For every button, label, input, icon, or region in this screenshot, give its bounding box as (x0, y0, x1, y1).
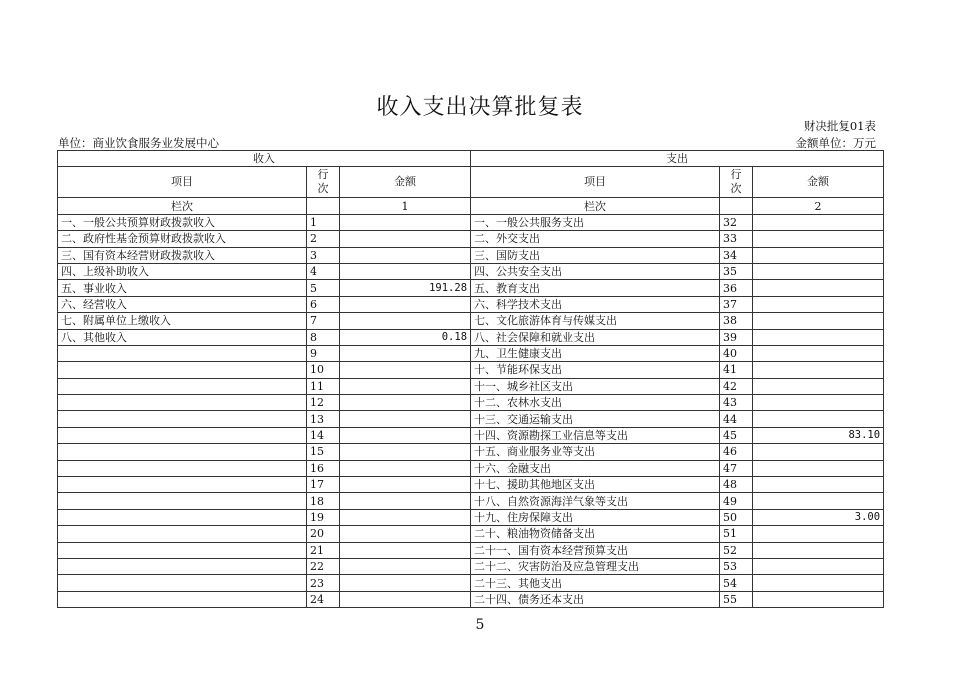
expense-amount-cell (753, 378, 884, 394)
expense-line-cell: 41 (720, 362, 753, 378)
income-item-cell (58, 378, 307, 394)
income-amount-cell (340, 296, 471, 312)
expense-item-cell: 十四、资源勘探工业信息等支出 (471, 427, 720, 443)
expense-item-cell: 八、社会保障和就业支出 (471, 329, 720, 345)
income-item-cell: 二、政府性基金预算财政拨款收入 (58, 231, 307, 247)
expense-line-cell: 43 (720, 395, 753, 411)
income-amount-cell (340, 477, 471, 493)
income-line-cell: 19 (307, 509, 340, 525)
income-section-header: 收入 (58, 151, 471, 167)
income-line-cell: 12 (307, 395, 340, 411)
unit-name: 单位：商业饮食服务业发展中心 (58, 136, 219, 150)
income-amount-cell: 0.18 (340, 329, 471, 345)
expense-amount-cell (753, 411, 884, 427)
income-amount-cell (340, 427, 471, 443)
table-row (58, 427, 884, 443)
expense-amount-cell (753, 345, 884, 361)
table-row (58, 263, 884, 279)
expense-line-cell: 55 (720, 591, 753, 607)
expense-amount-cell (753, 558, 884, 574)
income-col-line-blank (307, 198, 340, 214)
income-amount-cell (340, 509, 471, 525)
table-row (58, 280, 884, 296)
expense-line-cell: 47 (720, 460, 753, 476)
income-line-cell: 13 (307, 411, 340, 427)
income-item-cell (58, 395, 307, 411)
income-item-cell (58, 493, 307, 509)
expense-amount-cell: 3.00 (753, 509, 884, 525)
income-amount-cell (340, 395, 471, 411)
income-line-cell: 8 (307, 329, 340, 345)
expense-amount-cell (753, 362, 884, 378)
income-item-cell: 一、一般公共预算财政拨款收入 (58, 214, 307, 230)
table-row (58, 411, 884, 427)
income-item-cell: 八、其他收入 (58, 329, 307, 345)
table-row (58, 477, 884, 493)
expense-col-label: 栏次 (471, 198, 720, 214)
income-amount-cell (340, 558, 471, 574)
table-row (58, 526, 884, 542)
income-line-header: 行 次 (307, 167, 340, 198)
income-amount-cell (340, 214, 471, 230)
expense-item-cell: 十二、农林水支出 (471, 395, 720, 411)
table-row (58, 378, 884, 394)
expense-line-cell: 38 (720, 313, 753, 329)
expense-line-cell: 37 (720, 296, 753, 312)
expense-line-cell: 53 (720, 558, 753, 574)
expense-line-cell: 36 (720, 280, 753, 296)
expense-line-cell: 45 (720, 427, 753, 443)
expense-line-cell: 42 (720, 378, 753, 394)
income-line-cell: 11 (307, 378, 340, 394)
expense-line-cell: 39 (720, 329, 753, 345)
income-amount-cell (340, 362, 471, 378)
income-line-cell: 21 (307, 542, 340, 558)
income-amount-cell (340, 575, 471, 591)
table-row (58, 558, 884, 574)
table-row (58, 247, 884, 263)
income-item-cell: 七、附属单位上缴收入 (58, 313, 307, 329)
expense-item-cell: 六、科学技术支出 (471, 296, 720, 312)
income-item-cell (58, 460, 307, 476)
expense-item-cell: 四、公共安全支出 (471, 263, 720, 279)
table-row (58, 395, 884, 411)
expense-amount-cell (753, 542, 884, 558)
income-item-cell (58, 477, 307, 493)
income-amount-cell (340, 378, 471, 394)
table-row (58, 542, 884, 558)
income-line-cell: 14 (307, 427, 340, 443)
expense-item-header: 项目 (471, 167, 720, 198)
expense-amount-cell (753, 214, 884, 230)
income-amount-cell (340, 460, 471, 476)
income-amount-cell (340, 493, 471, 509)
table-row (58, 509, 884, 525)
table-row (58, 214, 884, 230)
expense-line-cell: 52 (720, 542, 753, 558)
income-amount-cell: 191.28 (340, 280, 471, 296)
income-item-cell (58, 427, 307, 443)
income-item-cell (58, 575, 307, 591)
income-amount-cell (340, 526, 471, 542)
expense-line-cell: 48 (720, 477, 753, 493)
expense-item-cell: 五、教育支出 (471, 280, 720, 296)
expense-line-cell: 51 (720, 526, 753, 542)
income-item-cell (58, 542, 307, 558)
income-amount-cell (340, 263, 471, 279)
income-amount-header: 金额 (340, 167, 471, 198)
income-amount-cell (340, 444, 471, 460)
table-row (58, 460, 884, 476)
income-col-label: 栏次 (58, 198, 307, 214)
income-amount-cell (340, 542, 471, 558)
table-row (58, 362, 884, 378)
expense-item-cell: 七、文化旅游体育与传媒支出 (471, 313, 720, 329)
expense-amount-cell: 83.10 (753, 427, 884, 443)
income-item-cell (58, 509, 307, 525)
expense-item-cell: 一、一般公共服务支出 (471, 214, 720, 230)
expense-amount-cell (753, 296, 884, 312)
expense-amount-cell (753, 329, 884, 345)
expense-item-cell: 十一、城乡社区支出 (471, 378, 720, 394)
expense-item-cell: 十七、援助其他地区支出 (471, 477, 720, 493)
expense-line-cell: 40 (720, 345, 753, 361)
income-line-cell: 16 (307, 460, 340, 476)
expense-line-cell: 32 (720, 214, 753, 230)
expense-item-cell: 九、卫生健康支出 (471, 345, 720, 361)
income-item-cell (58, 411, 307, 427)
table-row (58, 231, 884, 247)
income-line-cell: 17 (307, 477, 340, 493)
expense-amount-cell (753, 460, 884, 476)
expense-amount-cell (753, 263, 884, 279)
expense-line-cell: 54 (720, 575, 753, 591)
income-item-cell (58, 444, 307, 460)
expense-section-header: 支出 (471, 151, 884, 167)
income-line-cell: 10 (307, 362, 340, 378)
expense-line-cell: 35 (720, 263, 753, 279)
expense-line-cell: 49 (720, 493, 753, 509)
income-col-number: 1 (340, 198, 471, 214)
income-item-cell (58, 362, 307, 378)
income-line-cell: 3 (307, 247, 340, 263)
income-amount-cell (340, 247, 471, 263)
expense-col-line-blank (720, 198, 753, 214)
page-title: 收入支出决算批复表 (376, 95, 584, 120)
money-unit: 金额单位：万元 (795, 136, 876, 150)
income-line-cell: 9 (307, 345, 340, 361)
income-item-header: 项目 (58, 167, 307, 198)
expense-item-cell: 三、国防支出 (471, 247, 720, 263)
income-item-cell: 六、经营收入 (58, 296, 307, 312)
income-amount-cell (340, 231, 471, 247)
income-line-cell: 6 (307, 296, 340, 312)
income-line-cell: 7 (307, 313, 340, 329)
expense-item-cell: 十九、住房保障支出 (471, 509, 720, 525)
table-row (58, 296, 884, 312)
income-line-cell: 23 (307, 575, 340, 591)
page-number: 5 (475, 617, 485, 633)
income-expense-table (57, 150, 884, 608)
expense-amount-cell (753, 444, 884, 460)
expense-amount-cell (753, 493, 884, 509)
income-amount-cell (340, 313, 471, 329)
income-item-cell: 五、事业收入 (58, 280, 307, 296)
income-line-cell: 18 (307, 493, 340, 509)
expense-item-cell: 二十二、灾害防治及应急管理支出 (471, 558, 720, 574)
expense-item-cell: 十五、商业服务业等支出 (471, 444, 720, 460)
expense-item-cell: 十三、交通运输支出 (471, 411, 720, 427)
expense-item-cell: 十八、自然资源海洋气象等支出 (471, 493, 720, 509)
expense-amount-cell (753, 395, 884, 411)
expense-item-cell: 二十四、债务还本支出 (471, 591, 720, 607)
income-line-cell: 1 (307, 214, 340, 230)
income-amount-cell (340, 345, 471, 361)
expense-amount-cell (753, 575, 884, 591)
income-item-cell: 三、国有资本经营财政拨款收入 (58, 247, 307, 263)
expense-amount-cell (753, 280, 884, 296)
expense-amount-cell (753, 477, 884, 493)
table-row (58, 444, 884, 460)
expense-line-cell: 46 (720, 444, 753, 460)
income-line-cell: 22 (307, 558, 340, 574)
expense-amount-cell (753, 247, 884, 263)
income-item-cell (58, 591, 307, 607)
table-row (58, 591, 884, 607)
income-item-cell: 四、上级补助收入 (58, 263, 307, 279)
expense-item-cell: 十、节能环保支出 (471, 362, 720, 378)
table-row (58, 493, 884, 509)
expense-line-cell: 34 (720, 247, 753, 263)
expense-amount-cell (753, 526, 884, 542)
table-row (58, 329, 884, 345)
income-item-cell (58, 558, 307, 574)
income-line-cell: 4 (307, 263, 340, 279)
income-amount-cell (340, 591, 471, 607)
expense-line-cell: 44 (720, 411, 753, 427)
income-line-cell: 2 (307, 231, 340, 247)
income-amount-cell (340, 411, 471, 427)
table-row (58, 575, 884, 591)
expense-item-cell: 二、外交支出 (471, 231, 720, 247)
expense-item-cell: 二十一、国有资本经营预算支出 (471, 542, 720, 558)
income-line-cell: 24 (307, 591, 340, 607)
form-number: 财决批复01表 (803, 119, 876, 133)
expense-line-cell: 50 (720, 509, 753, 525)
expense-item-cell: 二十三、其他支出 (471, 575, 720, 591)
table-row (58, 345, 884, 361)
expense-line-header: 行 次 (720, 167, 753, 198)
expense-item-cell: 十六、金融支出 (471, 460, 720, 476)
income-item-cell (58, 526, 307, 542)
expense-amount-cell (753, 591, 884, 607)
expense-col-number: 2 (753, 198, 884, 214)
income-item-cell (58, 345, 307, 361)
income-line-cell: 20 (307, 526, 340, 542)
expense-line-cell: 33 (720, 231, 753, 247)
table-row (58, 313, 884, 329)
expense-amount-header: 金额 (753, 167, 884, 198)
expense-amount-cell (753, 313, 884, 329)
expense-amount-cell (753, 231, 884, 247)
income-line-cell: 15 (307, 444, 340, 460)
expense-item-cell: 二十、粮油物资储备支出 (471, 526, 720, 542)
income-line-cell: 5 (307, 280, 340, 296)
